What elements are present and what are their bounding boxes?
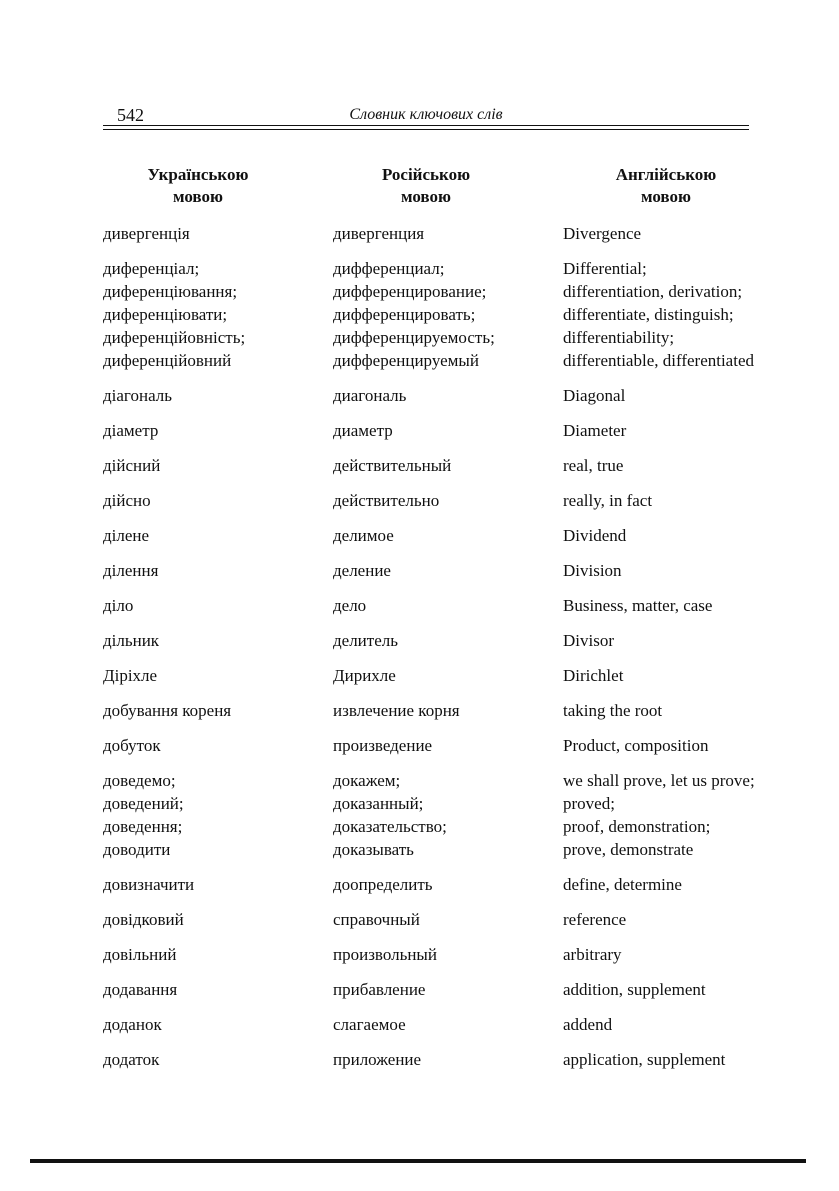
glossary-row bbox=[0, 978, 839, 1001]
ukrainian-term: добуток bbox=[103, 736, 161, 755]
glossary-row bbox=[0, 908, 839, 931]
russian-term: справочный bbox=[333, 910, 420, 929]
ukrainian-term: ділене bbox=[103, 526, 150, 545]
russian-term: произвольный bbox=[333, 945, 437, 964]
glossary-row bbox=[0, 257, 839, 372]
russian-term: дивергенция bbox=[333, 224, 425, 243]
column-header-line: Російською bbox=[381, 165, 471, 184]
english-term: Dividend bbox=[563, 526, 627, 545]
english-term: Diameter bbox=[563, 421, 627, 440]
russian-term: Дирихле bbox=[333, 666, 396, 685]
english-term: reference bbox=[563, 910, 627, 929]
english-term: real, true bbox=[563, 456, 624, 475]
english-term: Divisor bbox=[563, 631, 614, 650]
glossary-row bbox=[0, 1013, 839, 1036]
ukrainian-term: доданок bbox=[103, 1015, 162, 1034]
column-header-line: Українською bbox=[147, 165, 249, 184]
english-term: application, supplement bbox=[563, 1050, 726, 1069]
glossary-table bbox=[0, 222, 839, 1071]
glossary-row bbox=[0, 1048, 839, 1071]
russian-term: докажем; доказанный; доказательство; доказывать bbox=[333, 771, 447, 859]
glossary-row bbox=[0, 699, 839, 722]
russian-term: дело bbox=[333, 596, 367, 615]
running-title: Словник ключових слів bbox=[349, 106, 503, 123]
russian-term: произведение bbox=[333, 736, 433, 755]
english-term: Dirichlet bbox=[563, 666, 624, 685]
glossary-row bbox=[0, 454, 839, 477]
russian-term: прибавление bbox=[333, 980, 426, 999]
ukrainian-term: дивергенція bbox=[103, 224, 190, 243]
glossary-row bbox=[0, 873, 839, 896]
ukrainian-term: діаметр bbox=[103, 421, 159, 440]
russian-term: диаметр bbox=[333, 421, 393, 440]
glossary-row bbox=[0, 524, 839, 547]
ukrainian-term: доведемо; доведений; доведення; доводити bbox=[103, 771, 184, 859]
russian-term: действительный bbox=[333, 456, 452, 475]
russian-term: приложение bbox=[333, 1050, 422, 1069]
column-header-line: Англійською bbox=[615, 165, 717, 184]
russian-term: извлечение корня bbox=[333, 701, 460, 720]
footer-rule bbox=[30, 1159, 806, 1163]
column-header-english bbox=[546, 164, 786, 208]
ukrainian-term: діло bbox=[103, 596, 134, 615]
column-header-line: мовою bbox=[401, 187, 451, 206]
ukrainian-term: дійсно bbox=[103, 491, 151, 510]
glossary-row bbox=[0, 594, 839, 617]
english-term: Product, composition bbox=[563, 736, 709, 755]
english-term: define, determine bbox=[563, 875, 682, 894]
russian-term: дифференциал; дифференцирование; дифференцировать; дифференцируемость; дифференцируемый bbox=[333, 259, 495, 370]
column-header-line: мовою bbox=[173, 187, 223, 206]
english-term: Division bbox=[563, 561, 622, 580]
column-header-line: мовою bbox=[641, 187, 691, 206]
glossary-row bbox=[0, 384, 839, 407]
page-number: 542 bbox=[117, 105, 144, 125]
russian-term: доопределить bbox=[333, 875, 433, 894]
english-term: arbitrary bbox=[563, 945, 622, 964]
ukrainian-term: добування кореня bbox=[103, 701, 232, 720]
glossary-row bbox=[0, 629, 839, 652]
russian-term: диагональ bbox=[333, 386, 407, 405]
glossary-row bbox=[0, 419, 839, 442]
ukrainian-term: Діріхле bbox=[103, 666, 158, 685]
russian-term: делимое bbox=[333, 526, 394, 545]
column-header-russian bbox=[306, 164, 546, 208]
english-term: Diagonal bbox=[563, 386, 626, 405]
english-term: Business, matter, case bbox=[563, 596, 713, 615]
english-term: addition, supplement bbox=[563, 980, 706, 999]
ukrainian-term: додавання bbox=[103, 980, 178, 999]
ukrainian-term: додаток bbox=[103, 1050, 160, 1069]
ukrainian-term: довідковий bbox=[103, 910, 184, 929]
ukrainian-term: дійсний bbox=[103, 456, 161, 475]
english-term: taking the root bbox=[563, 701, 663, 720]
header-rule-top bbox=[103, 125, 749, 126]
english-term: we shall prove, let us prove; proved; proof, demonstration; prove, demonstrate bbox=[563, 771, 755, 859]
ukrainian-term: ділення bbox=[103, 561, 159, 580]
ukrainian-term: довизначити bbox=[103, 875, 195, 894]
russian-term: деление bbox=[333, 561, 391, 580]
ukrainian-term: диференціал; диференціювання; диференціювати; диференційовність; диференційовний bbox=[103, 259, 246, 370]
ukrainian-term: дільник bbox=[103, 631, 160, 650]
english-term: Differential; differentiation, derivation; differentiate, distinguish; differentiability; differentiable, differentiated bbox=[563, 259, 755, 370]
column-header-ukrainian bbox=[78, 164, 318, 208]
english-term: addend bbox=[563, 1015, 613, 1034]
glossary-row bbox=[0, 664, 839, 687]
russian-term: слагаемое bbox=[333, 1015, 406, 1034]
page-header bbox=[103, 104, 749, 126]
glossary-row bbox=[0, 489, 839, 512]
glossary-row bbox=[0, 222, 839, 245]
ukrainian-term: діагональ bbox=[103, 386, 172, 405]
glossary-row bbox=[0, 559, 839, 582]
ukrainian-term: довільний bbox=[103, 945, 177, 964]
russian-term: действительно bbox=[333, 491, 440, 510]
glossary-row bbox=[0, 769, 839, 861]
russian-term: делитель bbox=[333, 631, 398, 650]
glossary-row bbox=[0, 943, 839, 966]
english-term: really, in fact bbox=[563, 491, 653, 510]
english-term: Divergence bbox=[563, 224, 642, 243]
header-rule-bottom bbox=[103, 129, 749, 130]
glossary-row bbox=[0, 734, 839, 757]
